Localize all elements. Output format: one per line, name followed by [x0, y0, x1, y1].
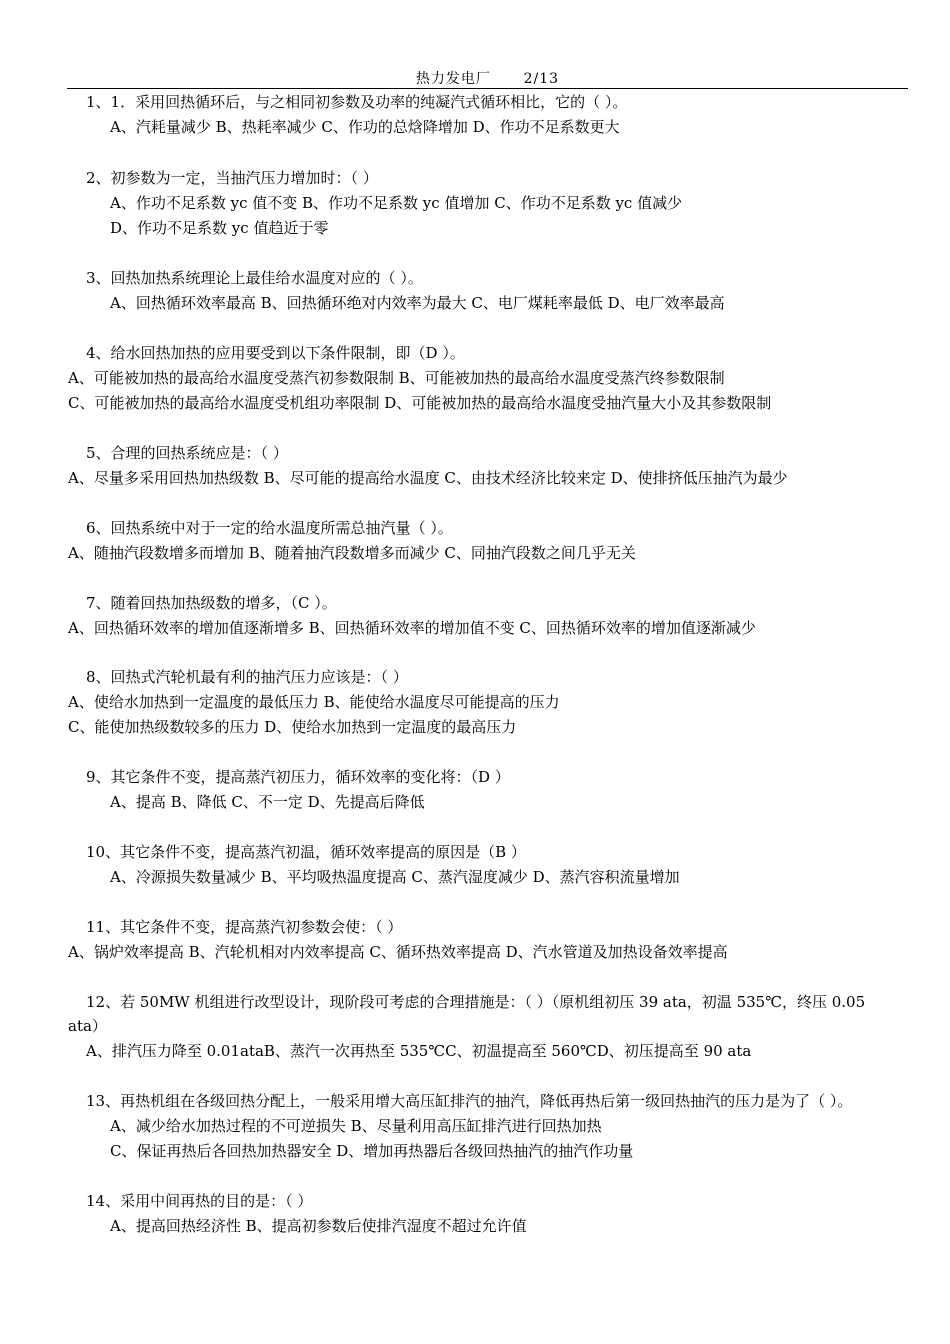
text-line: D、作功不足系数 yc 值趋近于零 [110, 219, 329, 237]
text-line: A、提高 B、降低 C、不一定 D、先提高后降低 [110, 793, 425, 811]
text-line: A、减少给水加热过程的不可逆损失 B、尽量利用高压缸排汽进行回热加热 [110, 1117, 602, 1135]
text-line: C、可能被加热的最高给水温度受机组功率限制 D、可能被加热的最高给水温度受抽汽量大小及其参数限制 [68, 394, 772, 412]
text-line: 1、1．采用回热循环后，与之相同初参数及功率的纯凝汽式循环相比，它的（ ）。 [86, 93, 628, 111]
text-line: ata） [68, 1017, 107, 1035]
text-line: 7、随着回热加热级数的增多，（C ）。 [86, 594, 337, 612]
text-line: C、能使加热级数较多的压力 D、使给水加热到一定温度的最高压力 [68, 718, 517, 736]
text-line: 3、回热加热系统理论上最佳给水温度对应的（ ）。 [86, 269, 423, 287]
text-line: 9、其它条件不变，提高蒸汽初压力，循环效率的变化将：（D ） [86, 768, 510, 786]
text-line: 8、回热式汽轮机最有利的抽汽压力应该是：（ ） [86, 668, 408, 686]
text-line: A、随抽汽段数增多而增加 B、随着抽汽段数增多而减少 C、同抽汽段数之间几乎无关 [68, 544, 636, 562]
text-line: A、冷源损失数量减少 B、平均吸热温度提高 C、蒸汽湿度减少 D、蒸汽容积流量增加 [110, 868, 680, 886]
text-line: A、回热循环效率最高 B、回热循环绝对内效率为最大 C、电厂煤耗率最低 D、电厂效率最高 [110, 294, 725, 312]
text-line: A、可能被加热的最高给水温度受蒸汽初参数限制 B、可能被加热的最高给水温度受蒸汽终参数限制 [68, 369, 725, 387]
page-header [67, 68, 908, 89]
header-title: 热力发电厂 [415, 71, 491, 87]
text-line: 13、再热机组在各级回热分配上，一般采用增大高压缸排汽的抽汽，降低再热后第一级回热抽汽的压力是为了（ ）。 [86, 1092, 853, 1110]
text-line: 14、采用中间再热的目的是：（ ） [86, 1192, 313, 1210]
header-text [67, 68, 908, 88]
header-page-number: 2/13 [523, 71, 560, 87]
text-line: 2、初参数为一定，当抽汽压力增加时：（ ） [86, 169, 378, 187]
text-line: 4、给水回热加热的应用要受到以下条件限制，即（D ）。 [86, 344, 465, 362]
text-line: A、提高回热经济性 B、提高初参数后使排汽湿度不超过允许值 [110, 1217, 527, 1235]
text-line: A、作功不足系数 yc 值不变 B、作功不足系数 yc 值增加 C、作功不足系数 yc 值减少 [110, 194, 683, 212]
text-line: 5、合理的回热系统应是：（ ） [86, 444, 288, 462]
text-line: A、使给水加热到一定温度的最低压力 B、能使给水温度尽可能提高的压力 [68, 693, 560, 711]
text-line: A、回热循环效率的增加值逐渐增多 B、回热循环效率的增加值不变 C、回热循环效率的增加值逐渐减少 [68, 619, 756, 637]
text-line: A、锅炉效率提高 B、汽轮机相对内效率提高 C、循环热效率提高 D、汽水管道及加热设备效率提高 [68, 943, 728, 961]
text-line: 11、其它条件不变，提高蒸汽初参数会使：（ ） [86, 918, 403, 936]
text-line: 12、若 50MW 机组进行改型设计，现阶段可考虑的合理措施是：（ ）（原机组初压 39 ata，初温 535℃，终压 0.05 [86, 993, 866, 1011]
text-line: A、尽量多采用回热加热级数 B、尽可能的提高给水温度 C、由技术经济比较来定 D、使排挤低压抽汽为最少 [68, 469, 788, 487]
text-line: 6、回热系统中对于一定的给水温度所需总抽汽量（ ）。 [86, 519, 453, 537]
text-line: 10、其它条件不变，提高蒸汽初温，循环效率提高的原因是（B ） [86, 843, 526, 861]
text-line: A、排汽压力降至 0.01ataB、蒸汽一次再热至 535℃C、初温提高至 560℃D、初压提高至 90 ata [86, 1042, 752, 1060]
text-line: A、汽耗量减少 B、热耗率减少 C、作功的总焓降增加 D、作功不足系数更大 [110, 118, 620, 136]
text-line: C、保证再热后各回热加热器安全 D、增加再热器后各级回热抽汽的抽汽作功量 [110, 1142, 634, 1160]
